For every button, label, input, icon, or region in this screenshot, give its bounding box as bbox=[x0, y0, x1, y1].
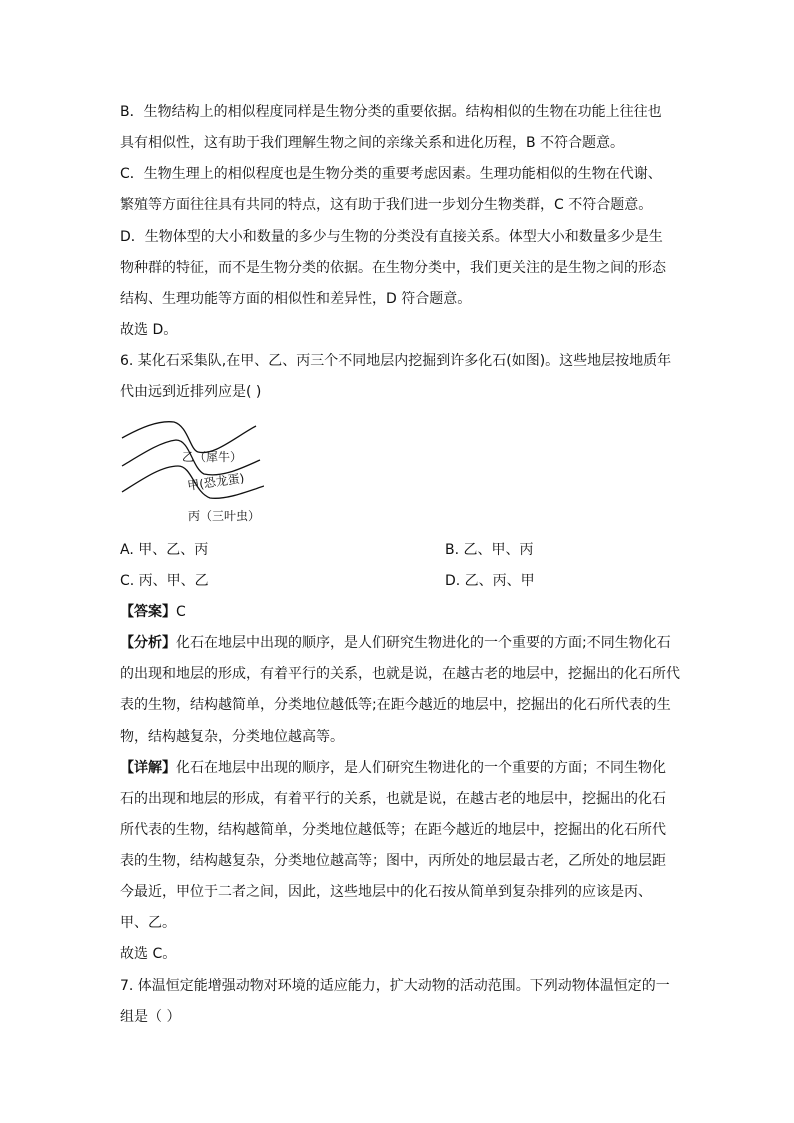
stratum-label-jia: 甲(恐龙蛋) bbox=[186, 471, 246, 493]
analysis-line: 的出现和地层的形成，有着平行的关系，也就是说，在越古老的地层中，挖掘出的化石所代 bbox=[120, 666, 680, 682]
conclusion-text: 故选 C。 bbox=[120, 946, 177, 962]
analysis-tag: 【分析】 bbox=[120, 635, 176, 651]
explanation-line: 物种群的特征，而不是生物分类的依据。在生物分类中，我们更关注的是生物之间的形态 bbox=[120, 260, 666, 276]
detail-line: 甲、乙。 bbox=[120, 915, 176, 931]
answer-tag: 【答案】 bbox=[120, 604, 176, 620]
question-7-stem: 7. 体温恒定能增强动物对环境的适应能力，扩大动物的活动范围。下列动物体温恒定的一 bbox=[120, 978, 670, 994]
answer-row bbox=[120, 602, 680, 622]
strata-figure bbox=[118, 416, 264, 528]
detail-line: 石的出现和地层的形成，有着平行的关系，也就是说，在越古老的地层中，挖掘出的化石 bbox=[120, 791, 666, 807]
answer-value: C bbox=[176, 604, 186, 620]
detail-line: 所代表的生物，结构越简单，分类地位越低等；在距今越近的地层中，挖掘出的化石所代 bbox=[120, 822, 666, 838]
conclusion-text: 故选 D。 bbox=[120, 322, 178, 338]
explanation-line: D．生物体型的大小和数量的多少与生物的分类没有直接关系。体型大小和数量多少是生 bbox=[120, 229, 663, 245]
analysis-text: 化石在地层中出现的顺序，是人们研究生物进化的一个重要的方面;不同生物化石 bbox=[176, 635, 671, 651]
analysis-line: 物，结构越复杂，分类地位越高等。 bbox=[120, 729, 344, 745]
detail-line: 今最近，甲位于二者之间，因此，这些地层中的化石按从简单到复杂排列的应该是丙、 bbox=[120, 884, 652, 900]
explanation-line: 具有相似性，这有助于我们理解生物之间的亲缘关系和进化历程，B 不符合题意。 bbox=[120, 135, 625, 151]
detail-line bbox=[120, 758, 680, 778]
analysis-line: 表的生物，结构越简单，分类地位越低等;在距今越近的地层中，挖掘出的化石所代表的生 bbox=[120, 697, 671, 713]
stratum-label-yi: 乙（犀牛） bbox=[182, 450, 243, 464]
explanation-line: 繁殖等方面往往具有共同的特点，这有助于我们进一步划分生物类群，C 不符合题意。 bbox=[120, 197, 653, 213]
question-7-stem: 组是（ ） bbox=[120, 1009, 181, 1025]
option-c: C. 丙、甲、乙 bbox=[120, 573, 209, 589]
stratum-label-bing: 丙（三叶虫） bbox=[188, 509, 261, 523]
detail-tag: 【详解】 bbox=[120, 760, 176, 776]
explanation-line: C．生物生理上的相似程度也是生物分类的重要考虑因素。生理功能相似的生物在代谢、 bbox=[120, 166, 662, 182]
stratum-line-top bbox=[122, 422, 256, 453]
question-6-stem: 6. 某化石采集队,在甲、乙、丙三个不同地层内挖掘到许多化石(如图)。这些地层按地质年 bbox=[120, 353, 672, 369]
option-b: B. 乙、甲、丙 bbox=[445, 542, 534, 558]
option-d: D. 乙、丙、甲 bbox=[445, 573, 535, 589]
analysis-line bbox=[120, 633, 680, 653]
detail-text: 化石在地层中出现的顺序，是人们研究生物进化的一个重要的方面；不同生物化 bbox=[176, 760, 666, 776]
option-a: A. 甲、乙、丙 bbox=[120, 542, 209, 558]
detail-line: 表的生物，结构越复杂，分类地位越高等；图中，丙所处的地层最古老，乙所处的地层距 bbox=[120, 853, 666, 869]
question-6-stem: 代由远到近排列应是( ) bbox=[120, 384, 262, 400]
explanation-line: 结构、生理功能等方面的相似性和差异性，D 符合题意。 bbox=[120, 291, 472, 307]
explanation-line: B．生物结构上的相似程度同样是生物分类的重要依据。结构相似的生物在功能上往往也 bbox=[120, 104, 662, 120]
